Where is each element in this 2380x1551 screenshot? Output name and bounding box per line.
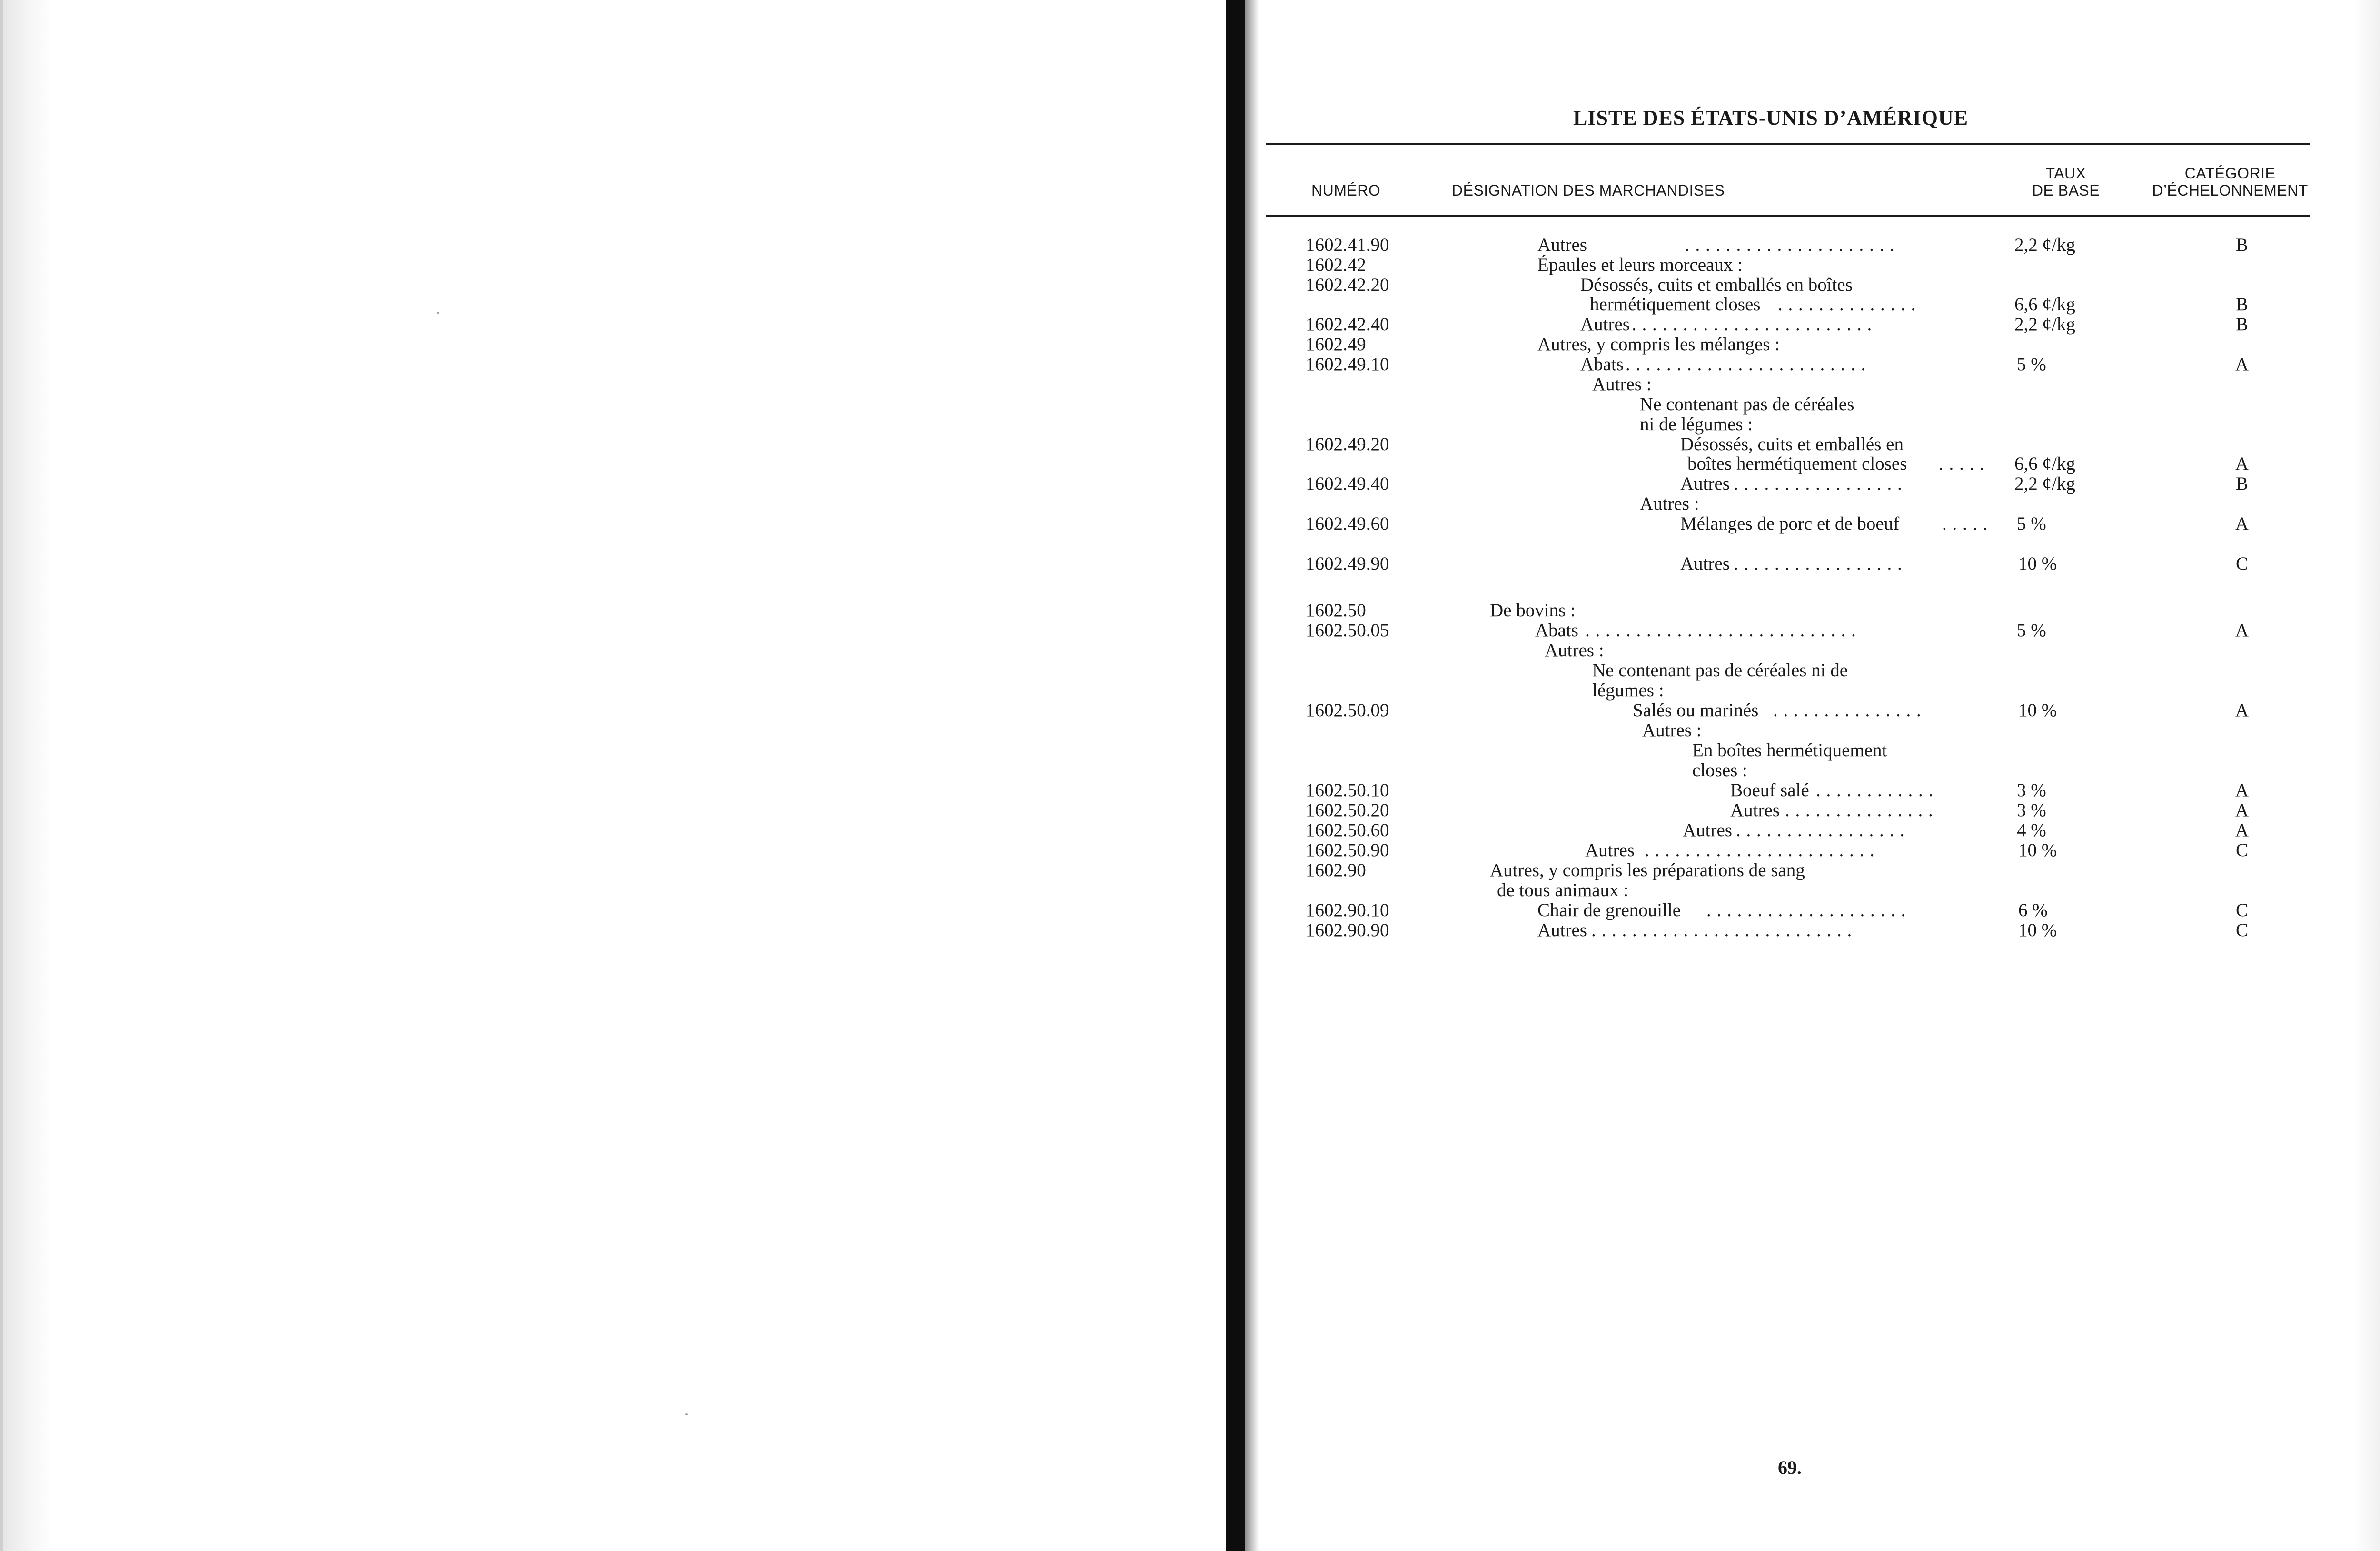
table-row [0,434,2380,455]
row-categorie: C [2235,900,2248,920]
table-row [0,800,2380,821]
row-categorie: B [2235,235,2248,255]
row-categorie: A [2235,454,2249,474]
row-designation: Autres [1683,820,1732,840]
column-header-categorie-line2: D’ÉCHELONNEMENT [2152,182,2308,199]
row-designation: Autres [1537,235,1587,255]
row-leader-dots: . . . . . . . . . . . . . . . . . . . . . . . . . . [1591,920,1853,940]
table-row [0,294,2380,315]
row-taux-de-base: 3 % [2017,800,2046,820]
row-designation: Ne contenant pas de céréales [1640,394,1854,415]
row-categorie: A [2235,354,2249,375]
row-leader-dots: . . . . . . . . . . . . [1816,780,1934,800]
table-row [0,860,2380,881]
table-row [0,780,2380,801]
row-numero: 1602.50.05 [1306,620,1389,641]
row-taux-de-base: 10 % [2018,840,2057,860]
row-taux-de-base: 3 % [2017,780,2046,800]
row-leader-dots: . . . . . . . . . . . . . . . . . [1734,553,1903,574]
table-row [0,374,2380,395]
column-header-taux-line1: TAUX [2045,165,2086,182]
row-categorie: B [2235,474,2248,494]
row-designation: ni de légumes : [1640,414,1753,435]
table-row [0,553,2380,574]
table-row [0,880,2380,901]
column-header-categorie-line1: CATÉGORIE [2184,165,2276,182]
row-numero: 1602.49.10 [1306,354,1389,375]
row-numero: 1602.42.40 [1306,314,1389,335]
row-categorie: A [2235,820,2249,840]
column-header-taux-line2: DE BASE [2032,182,2100,199]
table-row [0,740,2380,761]
table-row [0,514,2380,534]
row-numero: 1602.50.90 [1306,840,1389,860]
row-leader-dots: . . . . . . . . . . . . . . [1778,294,1916,315]
row-leader-dots: . . . . . . . . . . . . . . . . . . . . . [1685,235,1895,255]
row-designation: Salés ou marinés [1633,700,1759,721]
table-row [0,354,2380,375]
row-designation: closes : [1692,760,1747,780]
paper-speck [685,1413,688,1415]
row-designation: Épaules et leurs morceaux : [1537,255,1743,275]
row-designation: Autres : [1642,720,1702,741]
table-row [0,700,2380,721]
row-categorie: B [2235,294,2248,315]
row-categorie: C [2235,920,2248,940]
table-row [0,494,2380,514]
row-taux-de-base: 5 % [2017,354,2046,375]
row-designation: hermétiquement closes [1590,294,1761,315]
header-top-rule [1266,143,2310,145]
row-numero: 1602.50 [1306,600,1366,621]
row-categorie: C [2235,553,2248,574]
row-taux-de-base: 5 % [2017,620,2046,641]
page-title: LISTE DES ÉTATS-UNIS D’AMÉRIQUE [1573,106,1969,129]
header-bottom-rule [1266,215,2310,217]
row-leader-dots: . . . . . . . . . . . . . . . . . . . . . . . . . . . [1585,620,1856,641]
table-row [0,820,2380,841]
row-numero: 1602.49.40 [1306,474,1389,494]
row-designation: De bovins : [1490,600,1576,621]
row-numero: 1602.42 [1306,255,1366,275]
row-leader-dots: . . . . . . . . . . . . . . . [1785,800,1934,820]
row-leader-dots: . . . . . . . . . . . . . . . . . . . . . . . [1645,840,1875,860]
row-numero: 1602.42.20 [1306,275,1389,295]
row-categorie: A [2235,800,2249,820]
row-designation: Autres : [1640,494,1699,514]
row-leader-dots: . . . . . . . . . . . . . . . . . . . . . . . . [1632,314,1873,335]
table-row [0,760,2380,781]
row-designation: Autres : [1592,374,1652,395]
table-row [0,235,2380,256]
row-numero: 1602.90.10 [1306,900,1389,920]
row-numero: 1602.41.90 [1306,235,1389,255]
row-designation: Autres [1680,553,1730,574]
column-header-numero: NUMÉRO [1311,182,1381,199]
row-numero: 1602.49.90 [1306,553,1389,574]
table-row [0,394,2380,415]
table-row [0,454,2380,474]
row-categorie: A [2235,780,2249,800]
row-designation: Chair de grenouille [1537,900,1681,920]
row-numero: 1602.50.60 [1306,820,1389,840]
row-categorie: B [2235,314,2248,335]
row-categorie: A [2235,514,2249,534]
column-header-categorie [2149,165,2311,199]
table-row [0,620,2380,641]
row-designation: Autres [1680,474,1730,494]
row-categorie: A [2235,700,2249,721]
row-designation: Désossés, cuits et emballés en [1680,434,1904,454]
row-leader-dots: . . . . . . . . . . . . . . . [1773,700,1922,721]
row-taux-de-base: 6 % [2018,900,2048,920]
row-designation: Désossés, cuits et emballés en boîtes [1580,275,1853,295]
row-numero: 1602.90.90 [1306,920,1389,940]
row-leader-dots: . . . . . . . . . . . . . . . . . [1734,474,1903,494]
table-row [0,640,2380,661]
row-numero: 1602.90 [1306,860,1366,880]
row-designation: boîtes hermétiquement closes [1687,454,1907,474]
table-row [0,660,2380,681]
row-taux-de-base: 4 % [2017,820,2046,840]
row-taux-de-base: 10 % [2018,553,2057,574]
table-row [0,474,2380,494]
table-row [0,840,2380,861]
row-designation: Abats [1580,354,1624,375]
column-header-designation: DÉSIGNATION DES MARCHANDISES [1452,182,1725,199]
row-designation: légumes : [1592,680,1664,701]
row-numero: 1602.49.20 [1306,434,1389,454]
row-taux-de-base: 6,6 ¢/kg [2014,294,2075,315]
row-designation: Ne contenant pas de céréales ni de [1592,660,1848,681]
row-designation: Autres [1730,800,1780,820]
row-taux-de-base: 2,2 ¢/kg [2014,314,2075,335]
row-categorie: C [2235,840,2248,860]
row-categorie: A [2235,620,2249,641]
row-designation: Autres : [1545,640,1604,661]
table-row [0,680,2380,701]
row-taux-de-base: 5 % [2017,514,2046,534]
row-designation: Autres, y compris les mélanges : [1537,334,1780,355]
row-numero: 1602.50.20 [1306,800,1389,820]
row-taux-de-base: 10 % [2018,700,2057,721]
table-row [0,314,2380,335]
row-designation: En boîtes hermétiquement [1692,740,1887,761]
table-row [0,275,2380,296]
table-row [0,334,2380,355]
row-taux-de-base: 2,2 ¢/kg [2014,235,2075,255]
row-designation: Boeuf salé [1730,780,1809,800]
row-taux-de-base: 6,6 ¢/kg [2014,454,2075,474]
column-header-taux [2018,165,2113,199]
row-leader-dots: . . . . . . . . . . . . . . . . . [1736,820,1905,840]
row-designation: de tous animaux : [1497,880,1629,900]
table-row [0,720,2380,741]
table-row [0,920,2380,941]
table-row [0,600,2380,621]
row-designation: Autres [1585,840,1635,860]
row-numero: 1602.49 [1306,334,1366,355]
page-number: 69. [1778,1457,1802,1478]
row-designation: Autres [1537,920,1587,940]
row-designation: Autres [1580,314,1630,335]
row-numero: 1602.50.09 [1306,700,1389,721]
row-leader-dots: . . . . . . . . . . . . . . . . . . . . . . . . [1626,354,1866,375]
row-numero: 1602.50.10 [1306,780,1389,800]
row-taux-de-base: 2,2 ¢/kg [2014,474,2075,494]
table-row [0,255,2380,276]
row-taux-de-base: 10 % [2018,920,2057,940]
row-designation: Mélanges de porc et de boeuf [1680,514,1900,534]
table-row [0,414,2380,435]
row-numero: 1602.49.60 [1306,514,1389,534]
row-leader-dots: . . . . . [1942,514,1988,534]
table-row [0,900,2380,921]
row-leader-dots: . . . . . [1939,454,1985,474]
row-designation: Autres, y compris les préparations de sang [1490,860,1805,880]
row-designation: Abats [1535,620,1578,641]
row-leader-dots: . . . . . . . . . . . . . . . . . . . . [1706,900,1906,920]
